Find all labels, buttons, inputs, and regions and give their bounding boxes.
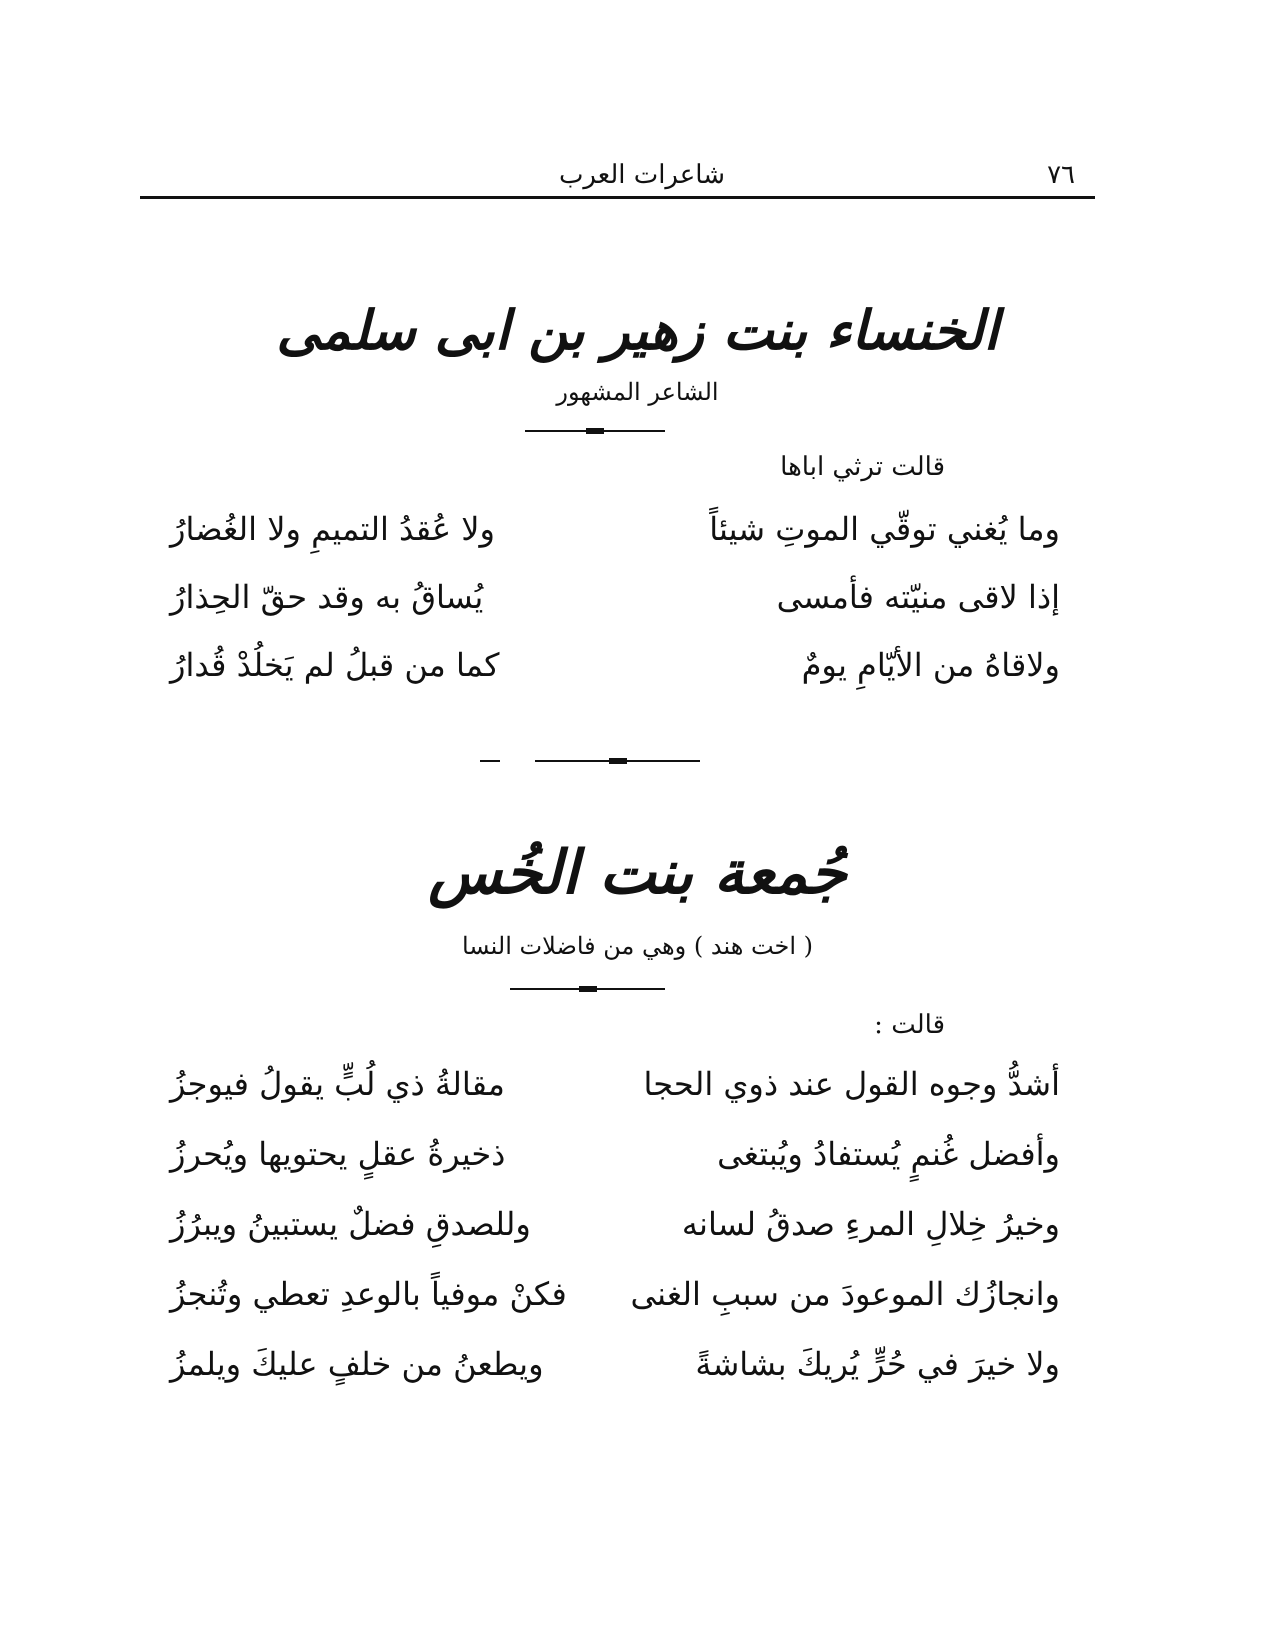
section-separator [535,760,700,762]
ornament-dot [579,986,597,992]
separator-dash [480,760,500,762]
section-subtitle-jumaa: ( اخت هند ) وهي من فاضلات النسا [461,932,814,960]
ornament-divider [525,430,665,432]
verse-row [140,510,1100,570]
verse-second-hemistich: ولا عُقدُ التميمِ ولا الغُضارُ [170,510,495,548]
poem-intro: قالت : [874,1010,945,1040]
header-rule [140,196,1095,199]
verse-second-hemistich: ويطعنُ من خلفٍ عليكَ ويلمزُ [170,1345,544,1383]
verse-second-hemistich: فكنْ موفياً بالوعدِ تعطي وتُنجزُ [170,1275,567,1313]
verse-first-hemistich: وانجازُك الموعودَ من سببِ الغنى [630,1275,1060,1313]
page-header [140,160,1095,200]
verse-second-hemistich: كما من قبلُ لم يَخلُدْ قُدارُ [170,646,500,684]
verse-first-hemistich: وخيرُ خِلالِ المرءِ صدقُ لسانه [681,1205,1060,1243]
verse-row [140,1205,1100,1265]
ornament-dot [609,758,627,764]
verse-row [140,1275,1100,1335]
section-subtitle-khansa: الشاعر المشهور [556,378,719,406]
verse-second-hemistich: ذخيرةُ عقلٍ يحتويها ويُحرزُ [170,1135,506,1173]
page-number: ٧٦ [1047,160,1075,190]
verse-first-hemistich: ولا خيرَ في حُرٍّ يُريكَ بشاشةً [695,1345,1060,1383]
verse-second-hemistich: مقالةُ ذي لُبٍّ يقولُ فيوجزُ [170,1065,505,1103]
verse-row [140,1345,1100,1405]
section-title-jumaa: جُمعة بنت الخُس [428,838,847,908]
section-title-khansa: الخنساء بنت زهير بن ابى سلمى [276,298,999,362]
verse-first-hemistich: وأفضل غُنمٍ يُستفادُ ويُبتغى [717,1135,1060,1173]
verse-second-hemistich: يُساقُ به وقد حقّ الحِذارُ [170,578,484,616]
verse-row [140,646,1100,706]
verse-row [140,1135,1100,1195]
ornament-dot [586,428,604,434]
verse-first-hemistich: ولاقاهُ من الأيّامِ يومٌ [801,646,1060,684]
verse-row [140,1065,1100,1125]
verse-row [140,578,1100,638]
verse-first-hemistich: وما يُغني توقّي الموتِ شيئاً [709,510,1060,548]
verse-first-hemistich: أشدُّ وجوه القول عند ذوي الحجا [643,1065,1060,1103]
verse-second-hemistich: وللصدقِ فضلٌ يستبينُ ويبرُزُ [170,1205,531,1243]
running-title: شاعرات العرب [558,160,725,190]
poem-intro: قالت ترثي اباها [780,452,945,482]
ornament-divider [510,988,665,990]
verse-first-hemistich: إذا لاقى منيّته فأمسى [776,578,1060,616]
